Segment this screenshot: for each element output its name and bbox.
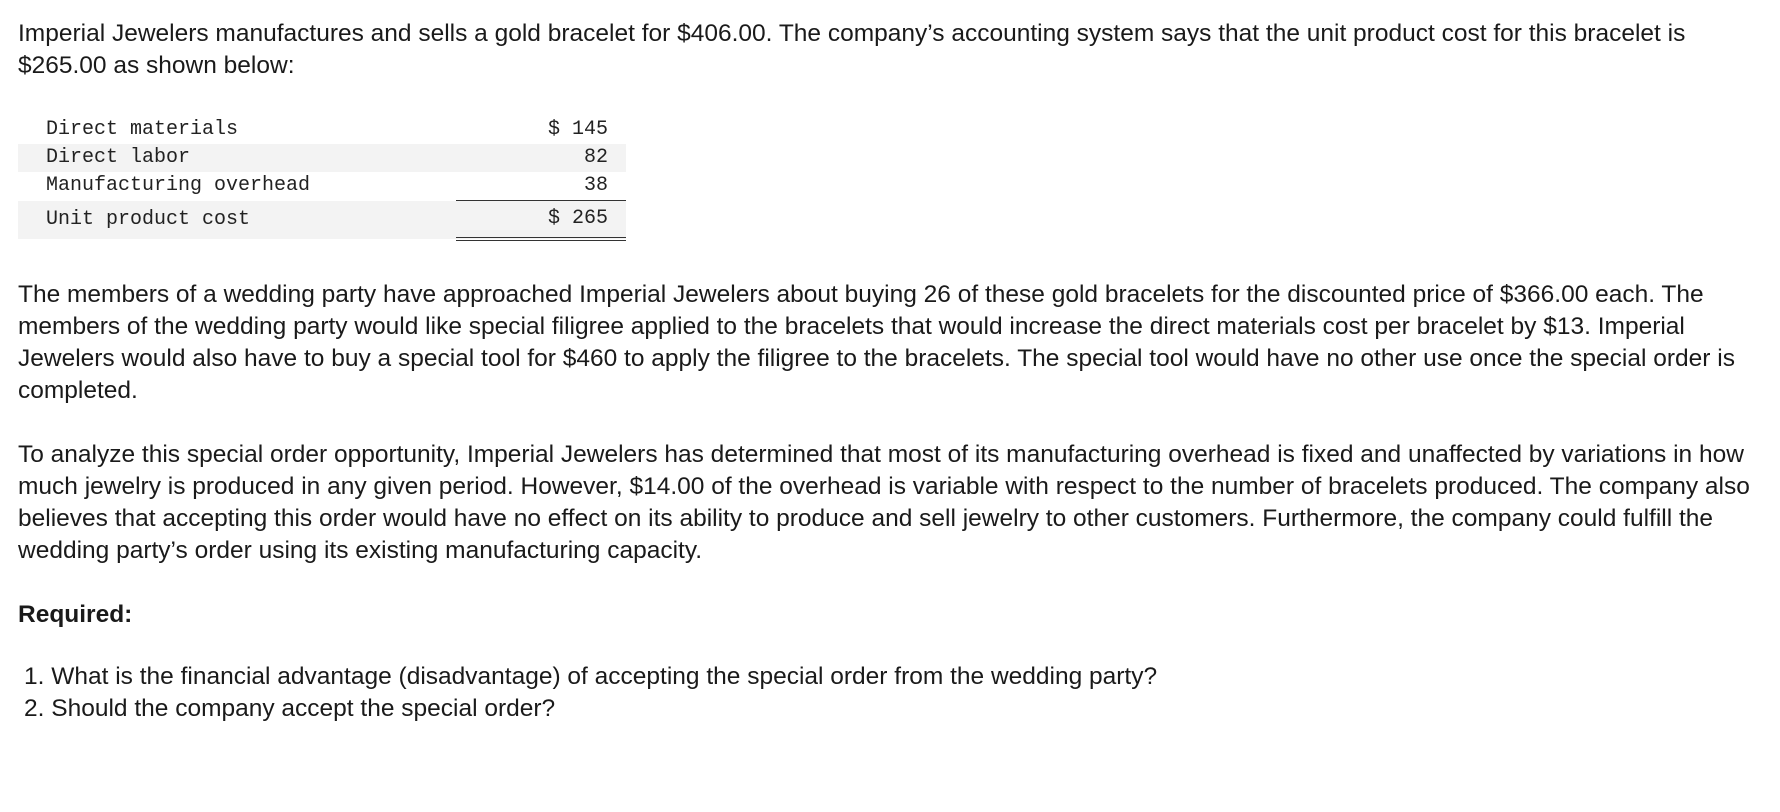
direct-labor-label: Direct labor <box>18 144 456 172</box>
direct-materials-value: $ 145 <box>547 118 608 141</box>
unit-product-cost-value: $ 265 <box>456 201 626 240</box>
manufacturing-overhead-label: Manufacturing overhead <box>46 174 311 198</box>
direct-labor-value: 82 <box>456 144 626 172</box>
questions-list <box>18 661 1758 725</box>
table-row <box>18 144 626 172</box>
table-row <box>18 172 626 201</box>
wedding-party-paragraph: The members of a wedding party have approached Imperial Jewelers about buying 26 of these gold bracelets for the discounted price of $366.00 each. The members of the wedding party would like special filigree applied to the bracelets that would increase the direct materials cost per bracelet by $13. Imperial Jewelers would also have to buy a special tool for $460 to apply the filigree to the bracelets. The special tool would have no other use once the special order is completed. <box>18 281 1735 404</box>
table-row <box>18 116 626 144</box>
required-heading: Required: <box>18 601 133 628</box>
intro-paragraph: Imperial Jewelers manufactures and sells a gold bracelet for $406.00. The company’s accounting system says that the unit product cost for this bracelet is $265.00 as shown below: <box>18 20 1686 79</box>
manufacturing-overhead-value: 38 <box>456 172 626 201</box>
unit-product-cost-label: Unit product cost <box>18 201 456 240</box>
total-row <box>18 201 626 240</box>
question-2: 2. Should the company accept the special order? <box>24 695 556 722</box>
unit-cost-table <box>18 116 626 241</box>
problem-page <box>18 18 1758 725</box>
question-1: 1. What is the financial advantage (disadvantage) of accepting the special order from the wedding party? <box>24 663 1158 690</box>
analysis-paragraph: To analyze this special order opportunity, Imperial Jewelers has determined that most of its manufacturing overhead is fixed and unaffected by variations in how much jewelry is produced in any given period. However, $14.00 of the overhead is variable with respect to the number of bracelets produced. The company also believes that accepting this order would have no effect on its ability to produce and sell jewelry to other customers. Furthermore, the company could fulfill the wedding party’s order using its existing manufacturing capacity. <box>18 441 1750 564</box>
direct-materials-label: Direct materials <box>46 118 239 141</box>
